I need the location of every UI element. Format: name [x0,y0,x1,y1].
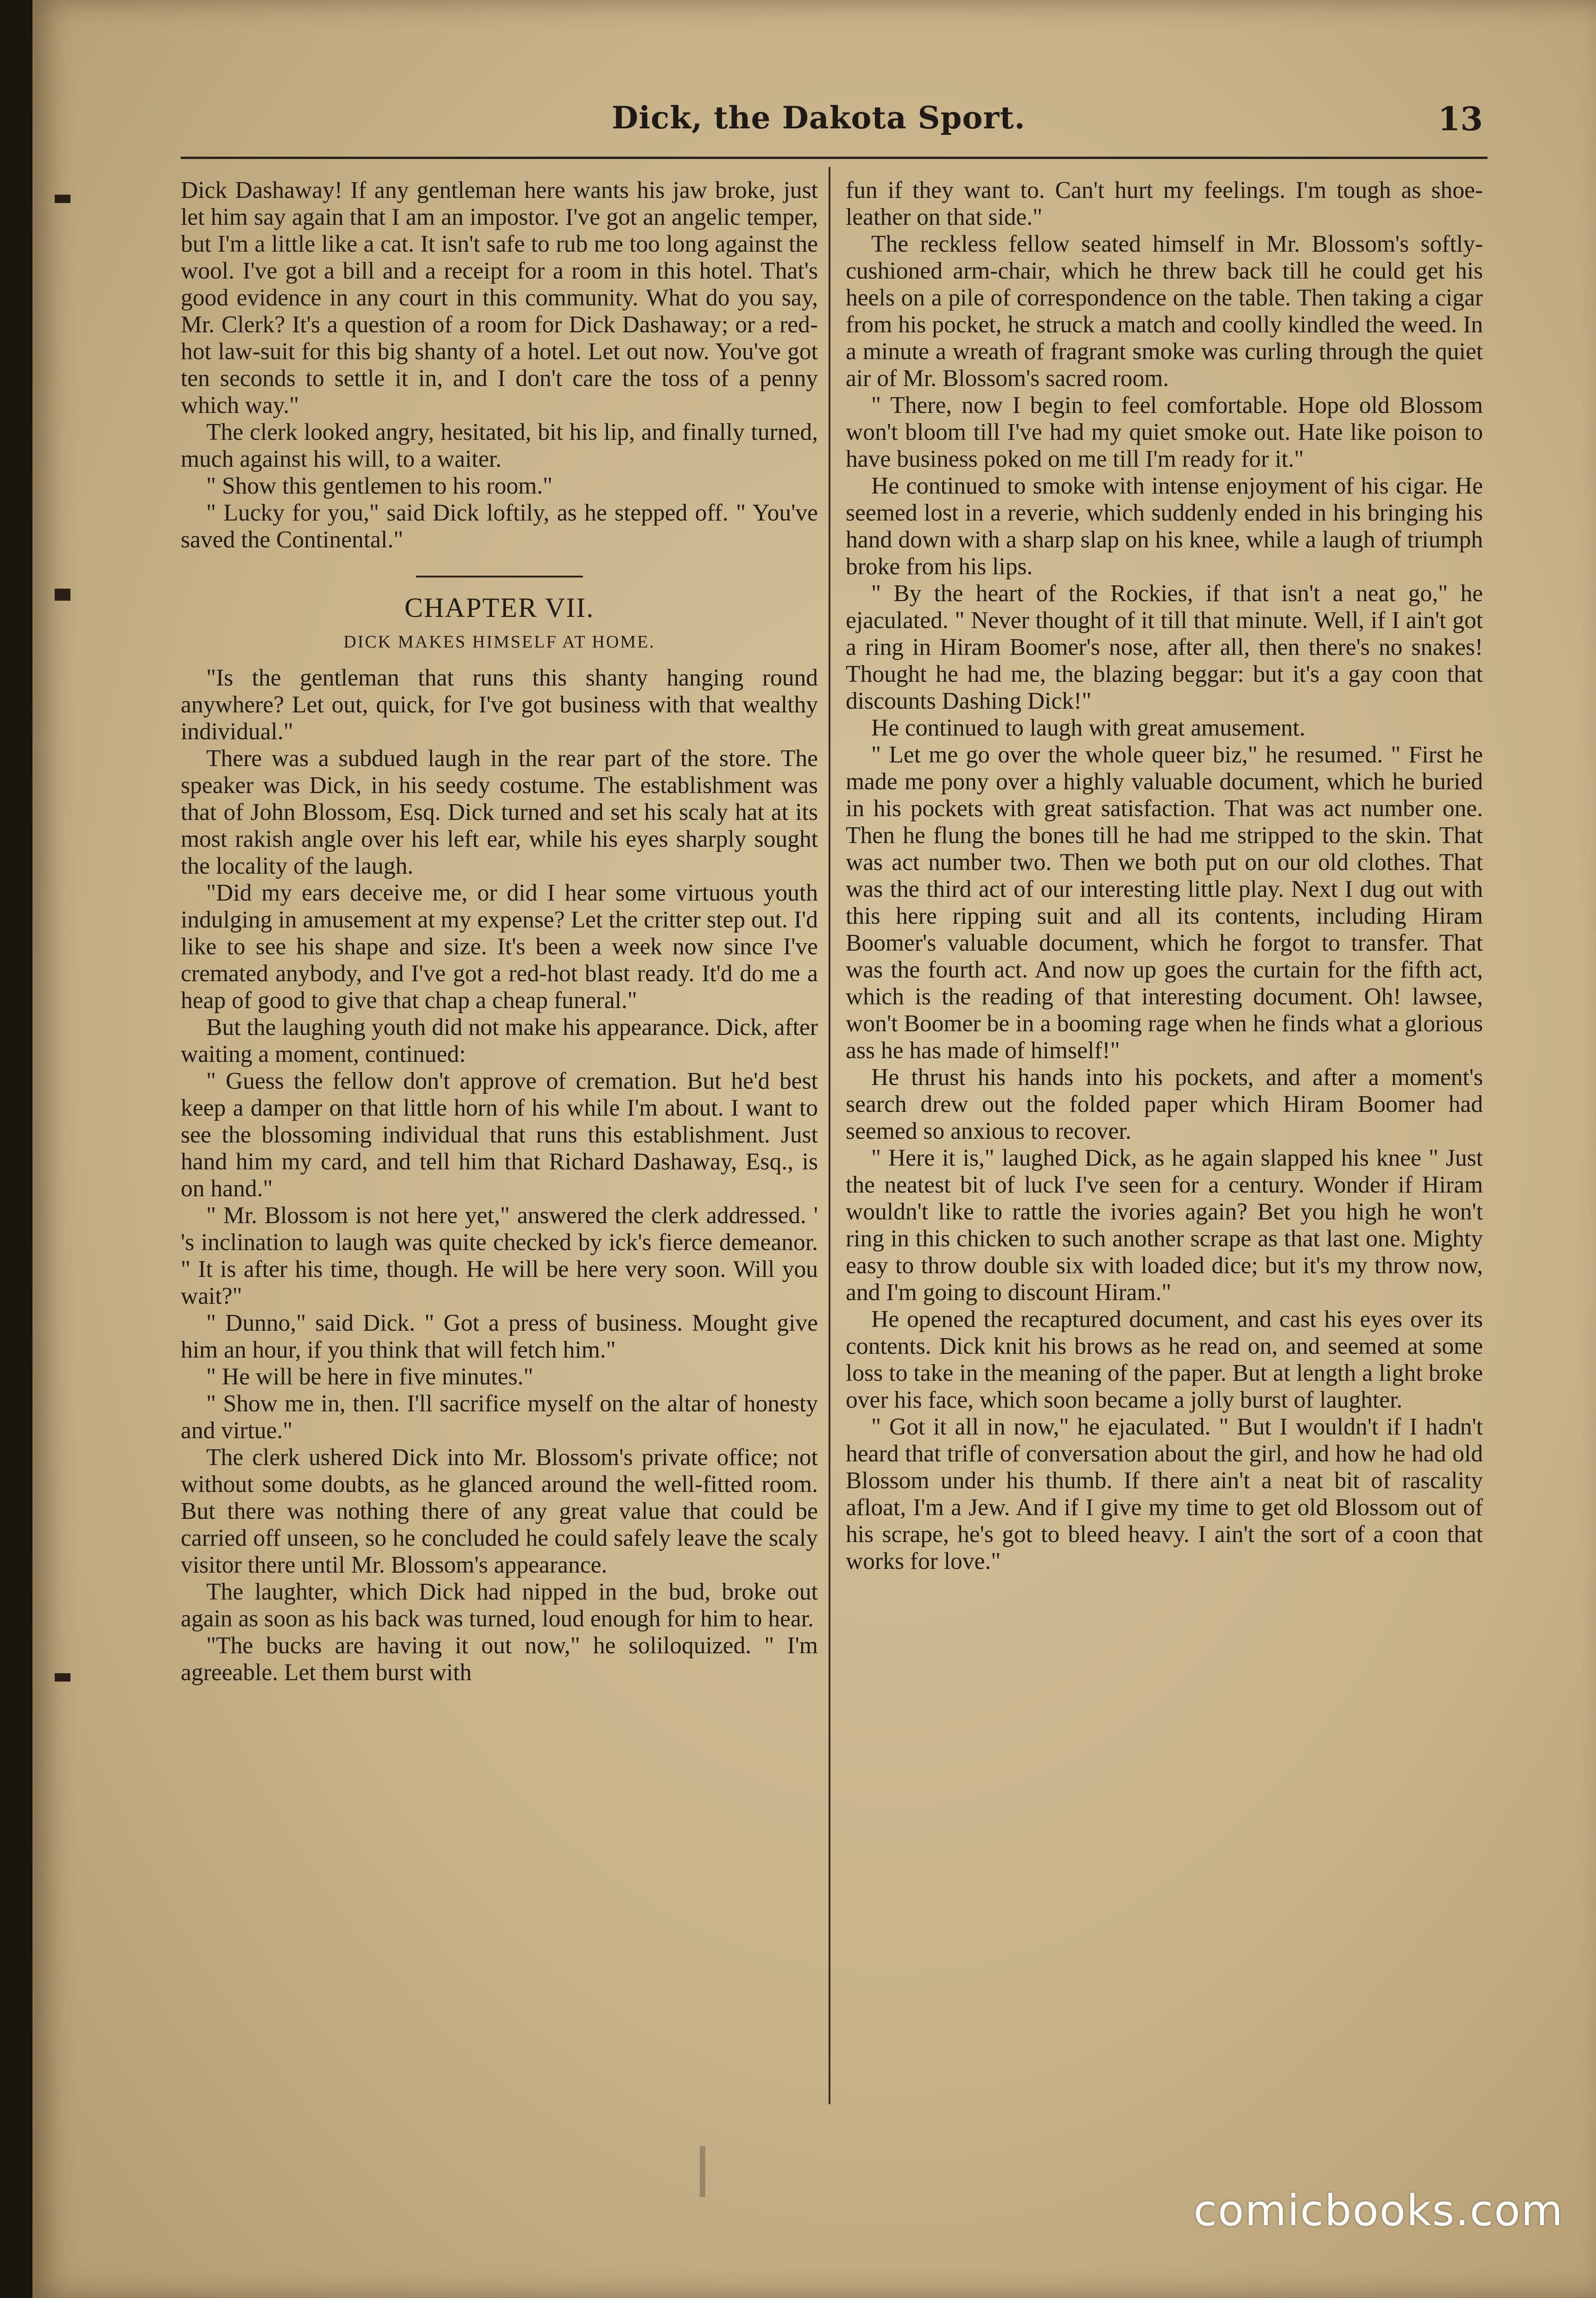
running-title: Dick, the Dakota Sport. [612,100,1026,136]
paragraph: " Show me in, then. I'll sacrifice myself on the altar of honesty and virtue." [181,1390,818,1444]
paragraph: " Mr. Blossom is not here yet," answered the clerk addressed. ' 's inclination to laugh was quite checked by ick's fierce demeanor. " It is after his time, though. He will be here very soon. Will you wait?" [181,1202,818,1309]
chapter-subtitle: DICK MAKES HIMSELF AT HOME. [343,632,655,652]
paragraph: " Let me go over the whole queer biz," he resumed. " First he made me pony over a highly valuable document, which he buried in his pockets with great satisfaction. That was act number one. Then he flung the bones till he had me stripped to the skin. That was act number two. Then we both put on our old clothes. That was the third act of our interesting little play. Next I dug out with this here ripping suit and all its contents, including Hiram Boomer's valuable document, which he forgot to transfer. That was the fourth act. And now up goes the curtain for the fifth act, which is the reading of that interesting document. Oh! lawsee, won't Boomer be in a booming rage when he finds what a glorious ass he has made of himself!" [846,742,1483,1064]
document-page [32,0,1596,2298]
paragraph: " Got it all in now," he ejaculated. " But I wouldn't if I hadn't heard that trifle of conversation about the girl, and how he had old Blossom under his thumb. If there ain't a neat bit of rascality afloat, I'm a Jew. And if I give my time to get old Blossom out of his scrape, he's got to bleed heavy. I ain't the sort of a coon that works for love." [846,1414,1483,1574]
chapter-divider [416,576,583,591]
paragraph: There was a subdued laugh in the rear part of the store. The speaker was Dick, in his seedy costume. The establishment was that of John Blossom, Esq. Dick turned and set his scaly hat at its most rakish angle over his left ear, while his eyes sharply sought the locality of the laugh. [181,745,818,879]
right-column [846,177,1483,2114]
paragraph: He continued to laugh with great amusement. [871,715,1305,741]
binding-mark [55,589,70,601]
left-column [181,177,818,2105]
paragraph: "Did my ears deceive me, or did I hear some virtuous youth indulging in amusement at my expense? Let the critter step out. I'd like to see his shape and size. It's been a week now since I've cremated anybody, and I've got a red-hot blast ready. It'd do me a heap of good to give that chap a cheap funeral." [181,880,818,1014]
paragraph: fun if they want to. Can't hurt my feelings. I'm tough as shoe-leather on that side." [846,177,1483,230]
paragraph: " Here it is," laughed Dick, as he again slapped his knee " Just the neatest bit of luck I've seen for a century. Wonder if Hiram wouldn't like to rattle the ivories again? Bet you high he won't ring in this chicken to such another scrape as that last one. Mighty easy to throw double six with loaded dice; but it's my throw now, and I'm going to discount Hiram." [846,1145,1483,1306]
paragraph: " There, now I begin to feel comfortable. Hope old Blossom won't bloom till I've had my quiet smoke out. Hate like poison to have business poked on me till I'm ready for it." [846,392,1483,472]
header-rule [181,157,1488,159]
paragraph: Dick Dashaway! If any gentleman here wants his jaw broke, just let him say again that I am an impostor. I've got an angelic temper, but I'm a little like a cat. It isn't safe to rub me too long against the wool. I've got a bill and a receipt for a room in this hotel. That's good evidence in any court in this community. What do you say, Mr. Clerk? It's a question of a room for Dick Dashaway; or a red-hot law-suit for this big shanty of a hotel. Let out now. You've got ten seconds to settle it in, and I don't care the toss of a penny which way." [181,177,818,419]
paragraph: " Lucky for you," said Dick loftily, as he stepped off. " You've saved the Continental." [181,500,818,553]
paragraph: The clerk ushered Dick into Mr. Blossom's private office; not without some doubts, as he glanced around the well-fitted room. But there was nothing there of any great value that could be carried off unseen, so he concluded he could safely leave the scaly visitor there until Mr. Blossom's appearance. [181,1444,818,1578]
paragraph: "Is the gentleman that runs this shanty hanging round anywhere? Let out, quick, for I've got business with that wealthy individual." [181,665,818,745]
paragraph: " Dunno," said Dick. " Got a press of business. Mought give him an hour, if you think that will fetch him." [181,1310,818,1363]
binding-mark [55,1673,70,1682]
paragraph: The reckless fellow seated himself in Mr. Blossom's softly-cushioned arm-chair, which he threw back till he could get his heels on a pile of correspondence on the table. Then taking a cigar from his pocket, he struck a match and coolly kindled the weed. In a minute a wreath of fragrant smoke was curling through the quiet air of Mr. Blossom's sacred room. [846,231,1483,392]
paragraph: " Show this gentlemen to his room." [206,473,553,499]
binding-mark [55,195,70,203]
paragraph: The clerk looked angry, hesitated, bit his lip, and finally turned, much against his will, to a waiter. [181,419,818,472]
watermark: comicbooks.com [1193,2186,1564,2235]
paper-crease [700,2146,705,2197]
paragraph: He thrust his hands into his pockets, and after a moment's search drew out the folded paper which Hiram Boomer had seemed so anxious to recover. [846,1064,1483,1144]
chapter-title: CHAPTER VII. [404,592,595,623]
page-header [171,100,1497,151]
page-number: 13 [1438,100,1483,138]
paragraph: The laughter, which Dick had nipped in the bud, broke out again as soon as his back was turned, loud enough for him to hear. [181,1579,818,1632]
paragraph: " Guess the fellow don't approve of cremation. But he'd best keep a damper on that little horn of his while I'm about. I want to see the blossoming individual that runs this establishment. Just hand him my card, and tell him that Richard Dashaway, Esq., is on hand." [181,1068,818,1202]
column-divider [829,167,830,2104]
paragraph: " He will be here in five minutes." [206,1364,533,1390]
paragraph: "The bucks are having it out now," he soliloquized. " I'm agreeable. Let them burst with [181,1632,818,1686]
paragraph: " By the heart of the Rockies, if that isn't a neat go," he ejaculated. " Never thought of it till that minute. Well, if I ain't got a ring in Hiram Boomer's nose, after all, then there's no snakes! Thought he had me, the blazing beggar: but it's a gay coon that discounts Dashing Dick!" [846,580,1483,714]
paragraph: He opened the recaptured document, and cast his eyes over its contents. Dick knit his brows as he read on, and seemed at some loss to take in the meaning of the paper. But at length a light broke over his face, which soon became a jolly burst of laughter. [846,1306,1483,1413]
paragraph: He continued to smoke with intense enjoyment of his cigar. He seemed lost in a reverie, which suddenly ended in his bringing his hand down with a sharp slap on his knee, while a laugh of triumph broke from his lips. [846,473,1483,580]
paragraph: But the laughing youth did not make his appearance. Dick, after waiting a moment, continued: [181,1014,818,1067]
